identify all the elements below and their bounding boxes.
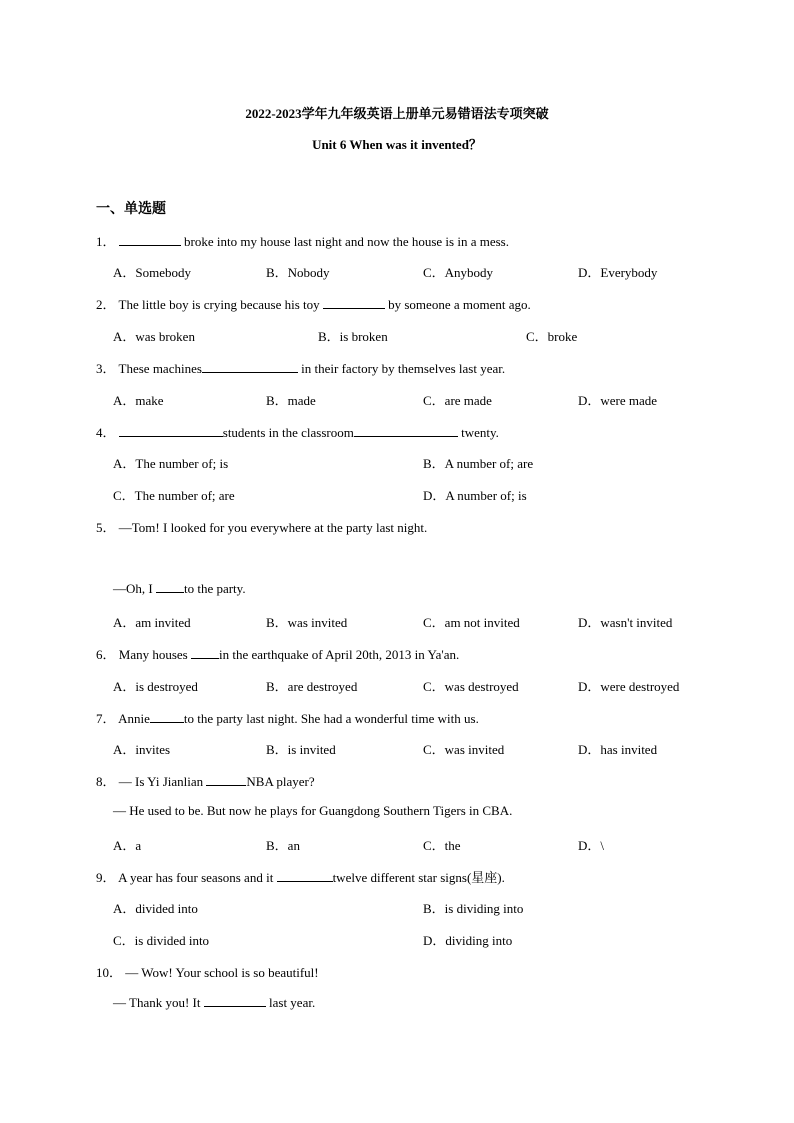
option-c[interactable]: C．broke xyxy=(526,329,578,344)
option-b[interactable]: B．Nobody xyxy=(266,265,330,280)
option-d[interactable]: D．Everybody xyxy=(578,265,658,280)
option-a[interactable]: A．is destroyed xyxy=(113,679,198,694)
document-title: 2022-2023学年九年级英语上册单元易错语法专项突破 xyxy=(245,106,549,121)
question-text: in their factory by themselves last year. xyxy=(297,361,506,376)
question-text: A year has four seasons and it xyxy=(118,870,277,885)
question-text: — He used to be. But now he plays for Guangdong Southern Tigers in CBA. xyxy=(113,803,513,818)
question-text: students in the classroom xyxy=(222,425,354,440)
option-d[interactable]: D．were destroyed xyxy=(578,679,680,694)
option-a[interactable]: A．was broken xyxy=(113,329,195,344)
question-number: 3． xyxy=(96,361,116,376)
question-text: broke into my house last night and now the house is in a mess. xyxy=(184,234,509,249)
question-10 xyxy=(96,962,319,981)
option-d[interactable]: D．has invited xyxy=(578,742,658,757)
answer-blank xyxy=(206,773,246,786)
question-number: 5． xyxy=(96,520,116,535)
question-text: to the party last night. She had a wonderful time with us. xyxy=(183,711,479,726)
option-d[interactable]: D．were made xyxy=(578,393,658,408)
question-text: to the party. xyxy=(183,581,246,596)
option-c[interactable]: C．is divided into xyxy=(113,933,210,948)
question-text: last year. xyxy=(265,995,316,1010)
option-c[interactable]: C．am not invited xyxy=(423,615,520,630)
question-number: 2． xyxy=(96,297,116,312)
option-c[interactable]: C．the xyxy=(423,838,461,853)
option-a[interactable]: A．divided into xyxy=(113,901,198,916)
question-number: 9． xyxy=(96,870,116,885)
answer-blank xyxy=(204,994,266,1007)
option-c[interactable]: C．are made xyxy=(423,393,492,408)
answer-blank xyxy=(191,646,219,659)
option-b[interactable]: B．is invited xyxy=(266,742,336,757)
option-b[interactable]: B．is dividing into xyxy=(423,901,524,916)
question-text: twenty. xyxy=(457,425,499,440)
question-text: Many houses xyxy=(118,647,191,662)
question-6 xyxy=(96,644,459,663)
question-text: These machines xyxy=(118,361,202,376)
option-a[interactable]: A．invites xyxy=(113,742,171,757)
option-a[interactable]: A．Somebody xyxy=(113,265,192,280)
option-b[interactable]: B．A number of; are xyxy=(423,456,534,471)
question-1 xyxy=(96,231,509,250)
option-c[interactable]: C．Anybody xyxy=(423,265,494,280)
question-2 xyxy=(96,294,531,313)
option-c[interactable]: C．The number of; are xyxy=(113,488,235,503)
answer-blank xyxy=(277,869,333,882)
answer-blank xyxy=(150,710,184,723)
question-number: 10． xyxy=(96,965,123,980)
option-d[interactable]: D．wasn't invited xyxy=(578,615,673,630)
option-b[interactable]: B．made xyxy=(266,393,316,408)
document-subtitle: Unit 6 When was it invented？ xyxy=(312,137,482,152)
question-5 xyxy=(96,517,427,536)
question-8-line-2 xyxy=(113,803,512,819)
question-text: in the earthquake of April 20th, 2013 in Ya'an. xyxy=(218,647,460,662)
question-10-line-2 xyxy=(113,994,315,1011)
question-7 xyxy=(96,708,479,727)
question-3 xyxy=(96,358,505,377)
question-number: 8． xyxy=(96,774,116,789)
question-text: twelve different star signs(星座). xyxy=(332,870,505,885)
question-text: —Oh, I xyxy=(113,581,156,596)
option-a[interactable]: A．am invited xyxy=(113,615,191,630)
question-text: — Wow! Your school is so beautiful! xyxy=(125,965,319,980)
question-4 xyxy=(96,422,499,441)
question-number: 7． xyxy=(96,711,116,726)
option-b[interactable]: B．was invited xyxy=(266,615,348,630)
answer-blank xyxy=(119,424,223,437)
question-9 xyxy=(96,867,505,886)
option-c[interactable]: C．was destroyed xyxy=(423,679,519,694)
question-5-line-2 xyxy=(113,580,246,597)
answer-blank xyxy=(354,424,458,437)
option-b[interactable]: B．an xyxy=(266,838,300,853)
option-a[interactable]: A．a xyxy=(113,838,142,853)
option-c[interactable]: C．was invited xyxy=(423,742,505,757)
answer-blank xyxy=(156,580,184,593)
question-text: — Is Yi Jianlian xyxy=(118,774,207,789)
section-heading: 一、单选题 xyxy=(96,202,166,217)
question-8 xyxy=(96,771,315,790)
question-text: NBA player? xyxy=(246,774,315,789)
option-d[interactable]: D．\ xyxy=(578,838,605,853)
answer-blank xyxy=(119,233,181,246)
question-text: —Tom! I looked for you everywhere at the party last night. xyxy=(118,520,428,535)
question-text: Annie xyxy=(118,711,150,726)
question-text: — Thank you! It xyxy=(113,995,204,1010)
option-a[interactable]: A．make xyxy=(113,393,164,408)
option-d[interactable]: D．dividing into xyxy=(423,933,513,948)
option-b[interactable]: B．is broken xyxy=(318,329,388,344)
answer-blank xyxy=(323,296,385,309)
question-number: 1． xyxy=(96,234,116,249)
option-b[interactable]: B．are destroyed xyxy=(266,679,358,694)
question-text: The little boy is crying because his toy xyxy=(118,297,323,312)
question-number: 4． xyxy=(96,425,116,440)
answer-blank xyxy=(202,360,298,373)
question-text: by someone a moment ago. xyxy=(388,297,531,312)
question-number: 6． xyxy=(96,647,116,662)
option-a[interactable]: A．The number of; is xyxy=(113,456,229,471)
option-d[interactable]: D．A number of; is xyxy=(423,488,527,503)
